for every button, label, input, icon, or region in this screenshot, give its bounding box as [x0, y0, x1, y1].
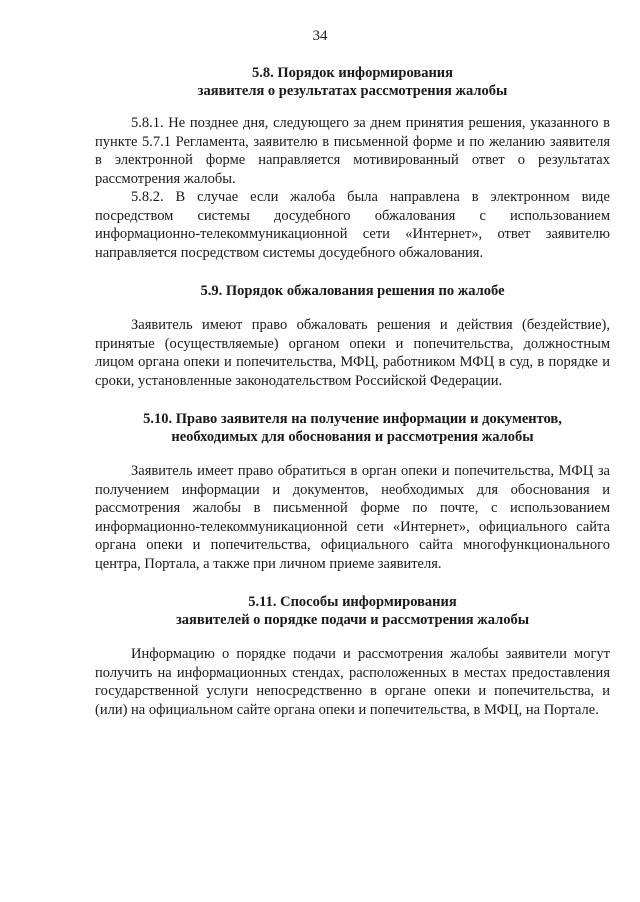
- section-heading: [95, 410, 610, 446]
- heading-line: 5.10. Право заявителя на получение информации и документов,: [143, 411, 562, 427]
- heading-line: 5.8. Порядок информирования: [251, 65, 454, 81]
- paragraph: 5.8.2. В случае если жалоба была направлена в электронном виде посредством системы досудебного обжалования с использованием информационно-телекоммуникационной сети «Интернет», ответ заявителю направляется посредством системы досудебного обжалования.: [95, 189, 610, 261]
- section-heading: [95, 282, 610, 300]
- heading-line: заявителя о результатах рассмотрения жалобы: [197, 83, 508, 99]
- paragraph: Информацию о порядке подачи и рассмотрения жалобы заявители могут получить на информационных стендах, расположенных в местах предоставления государственной услуги непосредственно в органе опеки и попечительства, и (или) на официальном сайте органа опеки и попечительства, в МФЦ, на Портале.: [95, 646, 610, 718]
- heading-line: 5.9. Порядок обжалования решения по жалобе: [200, 283, 505, 299]
- section-5-10: [95, 410, 610, 573]
- section-5-9: [95, 282, 610, 390]
- paragraph: 5.8.1. Не позднее дня, следующего за днем принятия решения, указанного в пункте 5.7.1 Регламента, заявителю в письменной форме и по желанию заявителя в электронной форме направляется мотивированный ответ о результатах рассмотрения жалобы.: [95, 115, 610, 187]
- heading-line: 5.11. Способы информирования: [248, 594, 457, 610]
- heading-line: заявителей о порядке подачи и рассмотрения жалобы: [175, 612, 530, 628]
- section-heading: [95, 593, 610, 629]
- heading-line: необходимых для обоснования и рассмотрения жалобы: [171, 429, 534, 445]
- page-number: 34: [312, 28, 328, 44]
- section-5-8: [95, 64, 610, 262]
- section-5-11: [95, 593, 610, 719]
- paragraph: Заявитель имеет право обратиться в орган опеки и попечительства, МФЦ за получением информации и документов, необходимых для обоснования и рассмотрения жалобы в письменной форме по почте, с использованием информационно-телекоммуникационной сети «Интернет», официального сайта органа опеки и попечительства, официального сайта многофункционального центра, Портала, а также при личном приеме заявителя.: [95, 463, 610, 572]
- section-heading: [95, 64, 610, 100]
- document-body: [95, 64, 610, 719]
- paragraph: Заявитель имеют право обжаловать решения и действия (бездействие), принятые (осуществляемые) органом опеки и попечительства, должностным лицом органа опеки и попечительства, МФЦ, работником МФЦ в суд, в порядке и сроки, установленные законодательством Российской Федерации.: [95, 317, 610, 389]
